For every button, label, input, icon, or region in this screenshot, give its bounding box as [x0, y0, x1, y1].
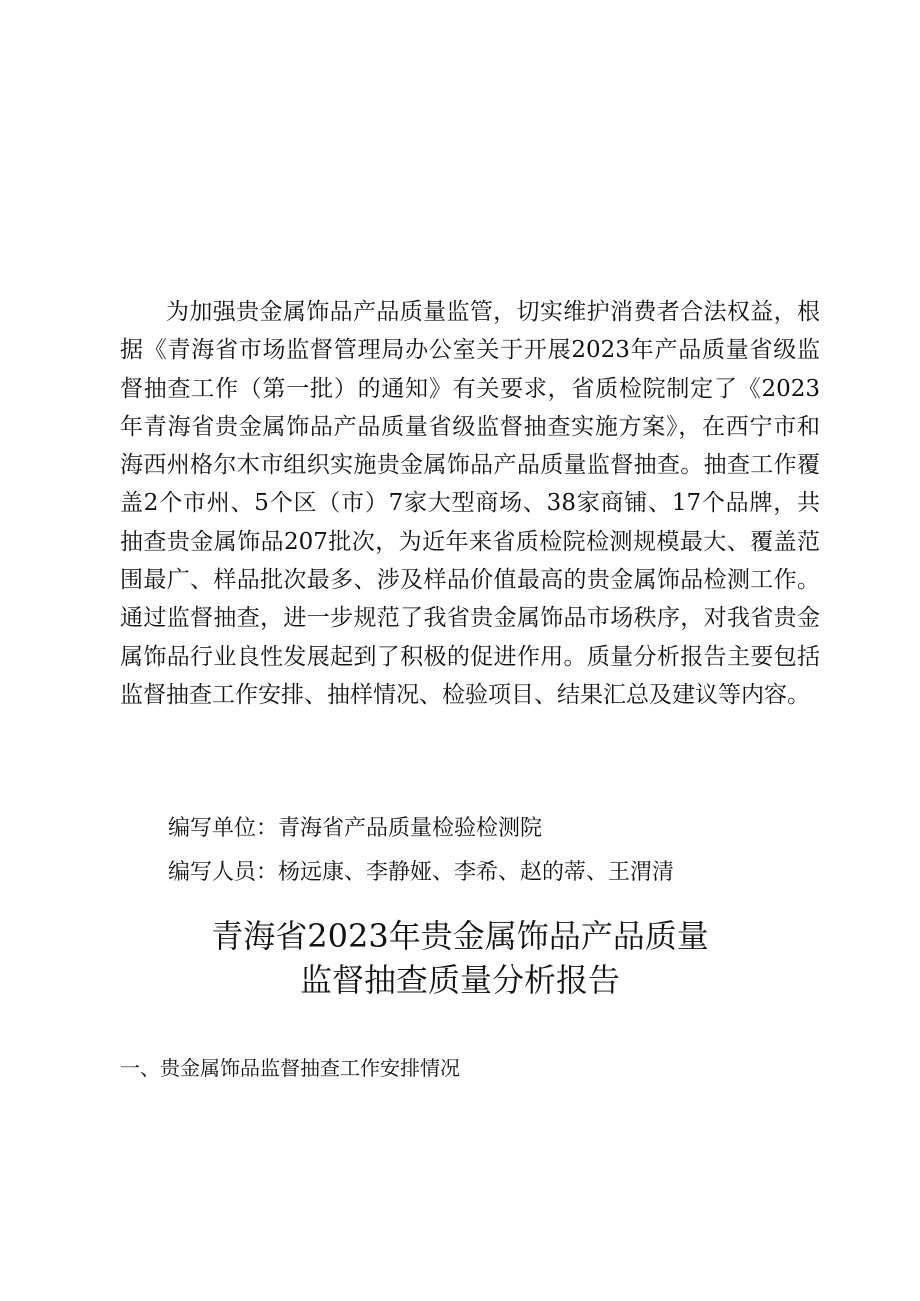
section-heading: 一、贵金属饰品监督抽查工作安排情况 [120, 1056, 460, 1080]
report-title [0, 914, 920, 1002]
intro-paragraph: 为加强贵金属饰品产品质量监管，切实维护消费者合法权益，根据《青海省市场监督管理局办公室关于开展2023年产品质量省级监督抽查工作（第一批）的通知》有关要求，省质检院制定了《2023年青海省贵金属饰品产品质量省级监督抽查实施方案》，在西宁市和海西州格尔木市组织实施贵金属饰品产品质量监督抽查。抽查工作覆盖2个市州、5个区（市）7家大型商场、38家商铺、17个品牌，共抽查贵金属饰品207批次，为近年来省质检院检测规模最大、覆盖范围最广、样品批次最多、涉及样品价值最高的贵金属饰品检测工作。通过监督抽查，进一步规范了我省贵金属饰品市场秩序，对我省贵金属饰品行业良性发展起到了积极的促进作用。质量分析报告主要包括监督抽查工作安排、抽样情况、检验项目、结果汇总及建议等内容。 [120, 299, 820, 708]
report-title-line-1: 青海省2023年贵金属饰品产品质量 [211, 917, 709, 955]
report-title-line-2: 监督抽查质量分析报告 [299, 961, 620, 999]
writing-unit: 编写单位：青海省产品质量检验检测院 [168, 816, 543, 841]
writing-authors: 编写人员：杨远康、李静娅、李希、赵的蒂、王渭清 [168, 860, 675, 885]
